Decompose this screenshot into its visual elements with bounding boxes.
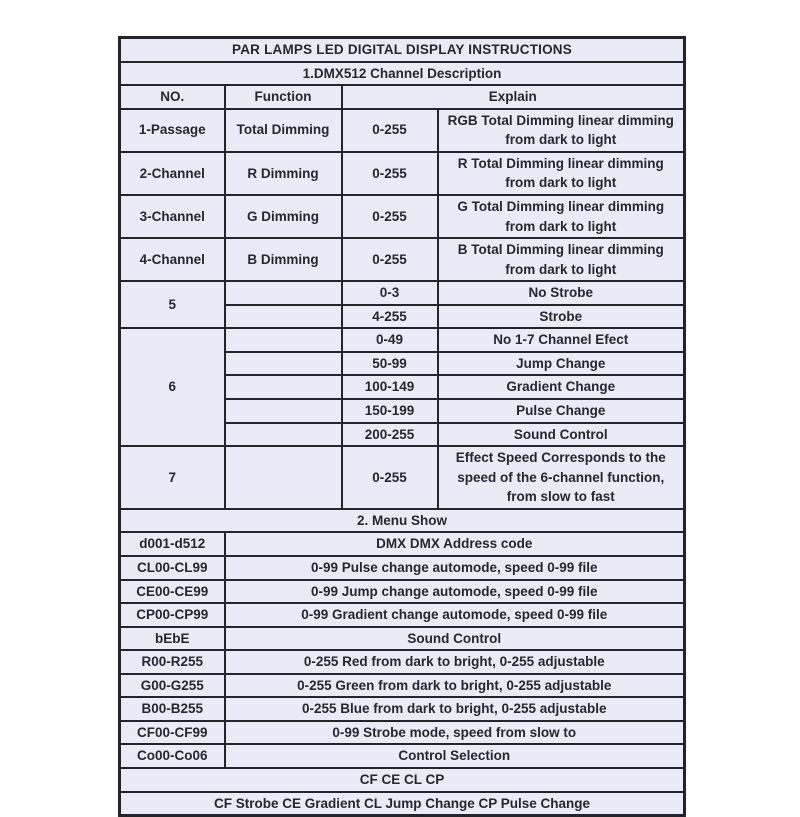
table-row (120, 627, 685, 651)
menu-code: G00-G255 (120, 674, 225, 698)
channel-function: Total Dimming (225, 109, 342, 152)
table-row (120, 792, 685, 816)
table-row (120, 744, 685, 768)
menu-desc: 0-99 Pulse change automode, speed 0-99 file (225, 556, 685, 580)
channel-range: 150-199 (342, 399, 438, 423)
table-row (120, 768, 685, 792)
section2-header: 2. Menu Show (120, 509, 685, 533)
menu-desc: Control Selection (225, 744, 685, 768)
channel-explain: G Total Dimming linear dimming from dark to light (438, 195, 685, 238)
table-row (120, 328, 685, 352)
channel-function-empty (225, 352, 342, 376)
table-row (120, 603, 685, 627)
menu-desc: DMX DMX Address code (225, 532, 685, 556)
channel-function-empty (225, 375, 342, 399)
table-row (120, 195, 685, 238)
menu-code: CE00-CE99 (120, 580, 225, 604)
channel-range: 100-149 (342, 375, 438, 399)
channel-range: 50-99 (342, 352, 438, 376)
menu-code: B00-B255 (120, 697, 225, 721)
table-row (120, 721, 685, 745)
table-row (120, 580, 685, 604)
menu-code: CF00-CF99 (120, 721, 225, 745)
table-row (120, 556, 685, 580)
channel-function-empty (225, 305, 342, 329)
table-row (120, 62, 685, 86)
table-row (120, 38, 685, 62)
channel-no: 3-Channel (120, 195, 225, 238)
channel-range: 0-49 (342, 328, 438, 352)
channel-range: 0-255 (342, 109, 438, 152)
table-row (120, 674, 685, 698)
menu-desc: 0-99 Gradient change automode, speed 0-99 file (225, 603, 685, 627)
menu-desc: 0-255 Red from dark to bright, 0-255 adjustable (225, 650, 685, 674)
table-row (120, 650, 685, 674)
channel-explain: Gradient Change (438, 375, 685, 399)
channel-range: 0-255 (342, 195, 438, 238)
instructions-table (118, 36, 686, 817)
table-row (120, 85, 685, 109)
channel-function-empty (225, 423, 342, 447)
menu-desc: Sound Control (225, 627, 685, 651)
channel-no: 5 (120, 281, 225, 328)
channel-explain: Strobe (438, 305, 685, 329)
menu-desc: 0-255 Blue from dark to bright, 0-255 adjustable (225, 697, 685, 721)
channel-explain: Jump Change (438, 352, 685, 376)
channel-function: R Dimming (225, 152, 342, 195)
table-row (120, 509, 685, 533)
channel-function-empty (225, 328, 342, 352)
menu-code: R00-R255 (120, 650, 225, 674)
channel-range: 0-255 (342, 446, 438, 509)
menu-code: CP00-CP99 (120, 603, 225, 627)
menu-code: Co00-Co06 (120, 744, 225, 768)
channel-range: 4-255 (342, 305, 438, 329)
column-header-explain: Explain (342, 85, 685, 109)
table-row (120, 532, 685, 556)
channel-range: 0-255 (342, 238, 438, 281)
channel-explain: No Strobe (438, 281, 685, 305)
table-row (120, 152, 685, 195)
channel-explain: Effect Speed Corresponds to the speed of the 6-channel function, from slow to fast (438, 446, 685, 509)
table-row (120, 697, 685, 721)
channel-explain: R Total Dimming linear dimming from dark to light (438, 152, 685, 195)
channel-no: 6 (120, 328, 225, 446)
table-row (120, 109, 685, 152)
channel-range: 0-255 (342, 152, 438, 195)
channel-no: 2-Channel (120, 152, 225, 195)
channel-function: G Dimming (225, 195, 342, 238)
channel-explain: No 1-7 Channel Efect (438, 328, 685, 352)
footer-legend: CF Strobe CE Gradient CL Jump Change CP Pulse Change (120, 792, 685, 816)
table-row (120, 446, 685, 509)
channel-range: 0-3 (342, 281, 438, 305)
channel-explain: Pulse Change (438, 399, 685, 423)
channel-function-empty (225, 446, 342, 509)
channel-explain: B Total Dimming linear dimming from dark to light (438, 238, 685, 281)
table-row (120, 281, 685, 305)
menu-desc: 0-99 Strobe mode, speed from slow to (225, 721, 685, 745)
channel-no: 1-Passage (120, 109, 225, 152)
channel-explain: RGB Total Dimming linear dimming from dark to light (438, 109, 685, 152)
channel-explain: Sound Control (438, 423, 685, 447)
channel-range: 200-255 (342, 423, 438, 447)
column-header-function: Function (225, 85, 342, 109)
channel-function: B Dimming (225, 238, 342, 281)
channel-no: 7 (120, 446, 225, 509)
menu-desc: 0-99 Jump change automode, speed 0-99 file (225, 580, 685, 604)
menu-code: bEbE (120, 627, 225, 651)
menu-code: CL00-CL99 (120, 556, 225, 580)
column-header-no: NO. (120, 85, 225, 109)
footer-codes: CF CE CL CP (120, 768, 685, 792)
menu-code: d001-d512 (120, 532, 225, 556)
channel-function-empty (225, 281, 342, 305)
channel-function-empty (225, 399, 342, 423)
page-title: PAR LAMPS LED DIGITAL DISPLAY INSTRUCTIONS (120, 38, 685, 62)
channel-no: 4-Channel (120, 238, 225, 281)
section1-header: 1.DMX512 Channel Description (120, 62, 685, 86)
table-row (120, 238, 685, 281)
menu-desc: 0-255 Green from dark to bright, 0-255 adjustable (225, 674, 685, 698)
